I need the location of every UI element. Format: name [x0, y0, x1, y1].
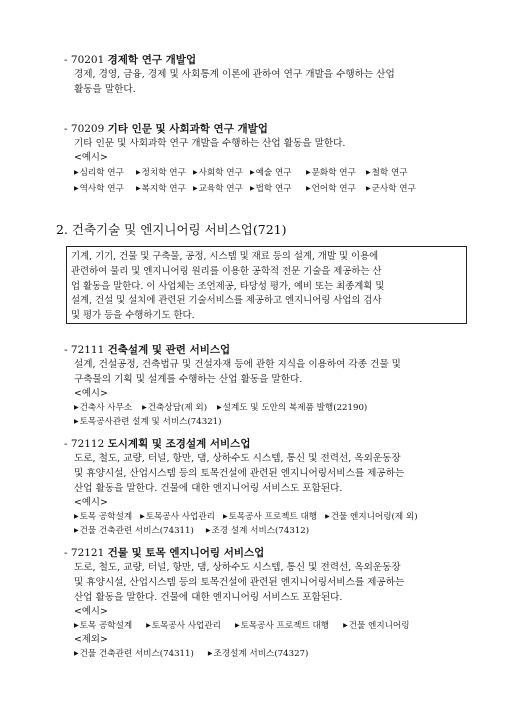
example-list	[74, 510, 484, 524]
example-label: <예시>	[74, 388, 108, 399]
section-72121	[64, 546, 484, 661]
list-item: ▶정치학 연구	[136, 168, 186, 178]
list-item: ▶철학 연구	[366, 168, 408, 178]
section-title: 건축설계 및 관련 서비스업	[107, 344, 231, 356]
list-item: ▶건물 엔지니어링(제 외)	[325, 512, 418, 522]
description-line: 구축물의 기획 및 설계를 수행하는 산업 활동을 말한다.	[74, 374, 303, 385]
description-line: 산업 활동을 말한다. 건물에 대한 엔지니어링 서비스도 포함된다.	[74, 483, 343, 494]
bullet-triangle-icon: ▶	[193, 169, 198, 176]
example-list	[74, 619, 484, 633]
section-code: - 72112	[64, 438, 105, 450]
example-label: <예시>	[74, 152, 108, 163]
section-code: - 70209	[64, 123, 105, 135]
section-description	[74, 451, 484, 496]
example-list	[74, 165, 484, 197]
bullet-triangle-icon: ▶	[366, 169, 371, 176]
list-item: ▶언어학 연구	[306, 184, 356, 194]
bullet-triangle-icon: ▶	[343, 622, 348, 629]
box-line: 관련하여 물리 및 엔지니어링 원리를 이용한 공학적 전문 기술을 제공하는 산	[71, 265, 382, 277]
list-item: ▶조경 설계 서비스(74312)	[205, 526, 310, 536]
list-item: ▶조경설계 서비스(74327)	[207, 649, 309, 659]
bullet-triangle-icon: ▶	[74, 404, 79, 411]
bullet-triangle-icon: ▶	[74, 622, 79, 629]
bullet-triangle-icon: ▶	[207, 650, 213, 657]
box-line: 설계, 건설 및 설치에 관련된 기술서비스를 제공하고 엔지니어링 사업의 검사	[71, 295, 382, 307]
list-item: ▶군사학 연구	[366, 184, 416, 194]
description-line: 및 휴양시설, 산업시스템 등의 토목건설에 관련된 엔지니어링서비스를 제공하는	[74, 468, 405, 479]
section-title: 경제학 연구 개발업	[107, 54, 197, 66]
section-description	[74, 136, 484, 151]
list-item: ▶심리학 연구	[74, 168, 124, 178]
bullet-triangle-icon: ▶	[193, 185, 198, 192]
description-line: 도로, 철도, 교량, 터널, 항만, 댐, 상하수도 시스템, 통신 및 전력선, 옥외운동장	[74, 453, 401, 464]
bullet-triangle-icon: ▶	[325, 513, 330, 520]
bullet-triangle-icon: ▶	[142, 404, 147, 411]
bullet-triangle-icon: ▶	[205, 527, 211, 534]
bullet-triangle-icon: ▶	[306, 185, 311, 192]
example-list	[74, 401, 484, 415]
section-title: 도시계획 및 조경설계 서비스업	[107, 438, 251, 450]
list-item: ▶토목공사 사업관리	[146, 621, 221, 631]
section-72111	[64, 343, 484, 429]
description-line: 활동을 말한다.	[74, 84, 136, 95]
list-item: ▶문화학 연구	[306, 168, 356, 178]
section-title: 건물 및 토목 엔지니어링 서비스업	[107, 547, 265, 559]
bullet-triangle-icon: ▶	[146, 622, 151, 629]
list-item: ▶건축사 사무소	[74, 403, 133, 413]
list-item: ▶사회학 연구	[193, 168, 243, 178]
section-72112	[64, 437, 484, 538]
list-item: ▶토목공사 프로젝트 대행	[234, 621, 330, 631]
section-70209	[64, 122, 484, 197]
list-item: ▶토목공사 프로젝트 대행	[222, 512, 318, 522]
bullet-triangle-icon: ▶	[140, 513, 145, 520]
bullet-triangle-icon: ▶	[74, 513, 79, 520]
bullet-triangle-icon: ▶	[74, 527, 79, 534]
box-line: 기계, 기기, 건물 및 구축물, 공정, 시스템 및 재료 등의 설계, 개발 및 이용에	[71, 251, 379, 262]
exclusion-label: <제외>	[74, 634, 108, 645]
section-code: - 70201	[64, 54, 105, 66]
bullet-triangle-icon: ▶	[250, 169, 255, 176]
description-line: 경제, 경영, 금융, 경제 및 사회통계 이론에 관하여 연구 개발을 수행하는 산업	[74, 69, 395, 80]
bullet-triangle-icon: ▶	[234, 622, 240, 629]
section-code: - 72121	[64, 547, 105, 559]
list-item: ▶건축상담(제 외)	[142, 403, 208, 413]
list-item: ▶건물 건축관련 서비스(74311)	[74, 649, 194, 659]
list-item: ▶역사학 연구	[74, 184, 124, 194]
exclusion-list	[74, 647, 484, 661]
section-heading	[64, 53, 484, 67]
example-label: <예시>	[74, 606, 108, 617]
box-line: 업 활동을 말한다. 이 사업체는 조언제공, 타당성 평가, 예비 또는 최종계획 및	[71, 280, 385, 292]
section-description	[74, 560, 484, 605]
category-heading: 2. 건축기술 및 엔지니어링 서비스업(721)	[56, 222, 287, 237]
bullet-triangle-icon: ▶	[136, 169, 141, 176]
section-description	[74, 357, 484, 387]
bullet-triangle-icon: ▶	[306, 169, 311, 176]
description-line: 도로, 철도, 교량, 터널, 항만, 댐, 상하수도 시스템, 통신 및 전력선, 옥외운동장	[74, 562, 401, 573]
list-item: ▶예술 연구	[250, 168, 292, 178]
category-description-box	[66, 246, 467, 324]
list-item: ▶교육학 연구	[193, 184, 243, 194]
example-list	[74, 524, 484, 538]
section-70201	[64, 53, 484, 97]
section-heading	[64, 437, 484, 451]
bullet-triangle-icon: ▶	[217, 404, 222, 411]
list-item: ▶토목 공학설계	[74, 512, 133, 522]
bullet-triangle-icon: ▶	[74, 169, 79, 176]
bullet-triangle-icon: ▶	[74, 650, 79, 657]
bullet-triangle-icon: ▶	[74, 185, 79, 192]
section-title: 기타 인문 및 사회과학 연구 개발업	[107, 123, 268, 135]
example-label: <예시>	[74, 497, 108, 508]
list-item: ▶토목공사관련 설계 및 서비스(74321)	[74, 417, 222, 427]
list-item: ▶설계도 및 도안의 복제품 발행(22190)	[217, 403, 368, 413]
description-line: 설계, 건설공정, 건축법규 및 건설자재 등에 관한 지식을 이용하여 각종 건물 및	[74, 359, 401, 370]
description-line: 및 휴양시설, 산업시스템 등의 토목건설에 관련된 엔지니어링서비스를 제공하는	[74, 577, 405, 588]
list-item: ▶토목공사 사업관리	[140, 512, 215, 522]
bullet-triangle-icon: ▶	[366, 185, 371, 192]
section-heading	[64, 122, 484, 136]
section-description	[74, 67, 484, 97]
bullet-triangle-icon: ▶	[222, 513, 228, 520]
description-line: 산업 활동을 말한다. 건물에 대한 엔지니어링 서비스도 포함된다.	[74, 592, 343, 603]
bullet-triangle-icon: ▶	[250, 185, 255, 192]
list-item: ▶법학 연구	[250, 184, 292, 194]
list-item: ▶토목 공학설계	[74, 621, 133, 631]
box-line: 및 평가 등을 수행하기도 한다.	[71, 310, 195, 322]
example-list	[74, 415, 484, 429]
bullet-triangle-icon: ▶	[74, 418, 79, 425]
section-code: - 72111	[64, 344, 105, 356]
list-item: ▶복지학 연구	[136, 184, 186, 194]
section-heading	[64, 343, 484, 357]
list-item: ▶건물 엔지니어링	[343, 621, 410, 631]
list-item: ▶건물 건축관련 서비스(74311)	[74, 526, 194, 536]
section-heading	[64, 546, 484, 560]
description-line: 기타 인문 및 사회과학 연구 개발을 수행하는 산업 활동을 말한다.	[74, 138, 346, 149]
bullet-triangle-icon: ▶	[136, 185, 141, 192]
